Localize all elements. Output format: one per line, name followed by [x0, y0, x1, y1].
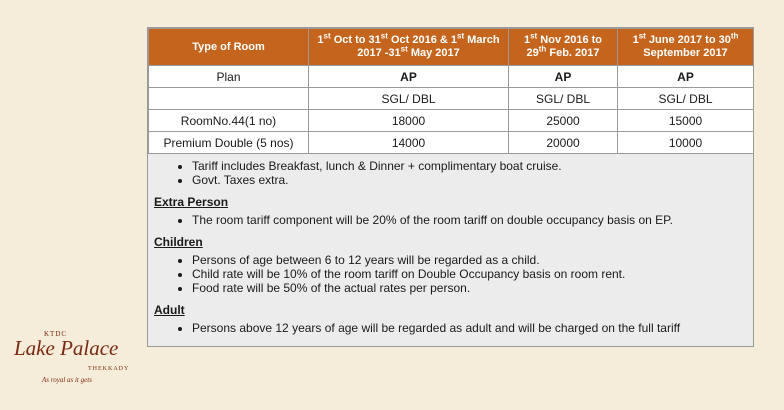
table-header-row: [149, 29, 754, 66]
logo-place: THEKKADY: [88, 366, 130, 372]
table-cell: 15000: [618, 110, 754, 132]
children-list: [154, 253, 747, 295]
table-row: [149, 132, 754, 154]
list-item: • Persons of age between 6 to 12 years will be regarded as a child.: [192, 253, 747, 267]
table-row: [149, 88, 754, 110]
extra-person-heading: Extra Person: [154, 195, 229, 209]
table-row: [149, 66, 754, 88]
header-type-of-room: Type of Room: [149, 29, 309, 66]
adult-list: [154, 321, 747, 335]
list-item: • Persons above 12 years of age will be regarded as adult and will be charged on the full tariff: [192, 321, 747, 335]
adult-heading: Adult: [154, 303, 185, 317]
row-label-plan: Plan: [149, 66, 309, 88]
header-period-3: 1st June 2017 to 30th September 2017: [618, 29, 754, 66]
row-label-empty: [149, 88, 309, 110]
tariff-panel: [147, 27, 754, 347]
tariff-notes: [148, 154, 753, 346]
table-cell: AP: [509, 66, 618, 88]
general-notes-list: [154, 159, 747, 187]
extra-person-list: [154, 213, 747, 227]
table-cell: 20000: [509, 132, 618, 154]
list-item: • Tariff includes Breakfast, lunch & Dinner + complimentary boat cruise.: [192, 159, 747, 173]
table-cell: 25000: [509, 110, 618, 132]
header-period-1: 1st Oct to 31st Oct 2016 & 1st March 2017 -31st May 2017: [309, 29, 509, 66]
table-cell: AP: [309, 66, 509, 88]
logo-ktdc: KTDC: [44, 330, 68, 338]
row-label-premium-double: Premium Double (5 nos): [149, 132, 309, 154]
list-item: • The room tariff component will be 20% of the room tariff on double occupancy basis on EP.: [192, 213, 747, 227]
children-heading: Children: [154, 235, 203, 249]
list-item: • Child rate will be 10% of the room tariff on Double Occupancy basis on room rent.: [192, 267, 747, 281]
list-item: • Govt. Taxes extra.: [192, 173, 747, 187]
table-cell: 10000: [618, 132, 754, 154]
lake-palace-logo: [14, 330, 134, 390]
logo-name: Lake Palace: [14, 336, 119, 360]
table-cell: SGL/ DBL: [509, 88, 618, 110]
logo-slogan: As royal as it gets: [42, 376, 92, 384]
list-item: • Food rate will be 50% of the actual rates per person.: [192, 281, 747, 295]
table-cell: SGL/ DBL: [618, 88, 754, 110]
tariff-table: [148, 28, 754, 154]
row-label-room-44: RoomNo.44(1 no): [149, 110, 309, 132]
table-cell: AP: [618, 66, 754, 88]
table-row: [149, 110, 754, 132]
table-cell: SGL/ DBL: [309, 88, 509, 110]
header-period-2: 1st Nov 2016 to 29th Feb. 2017: [509, 29, 618, 66]
table-cell: 14000: [309, 132, 509, 154]
table-cell: 18000: [309, 110, 509, 132]
